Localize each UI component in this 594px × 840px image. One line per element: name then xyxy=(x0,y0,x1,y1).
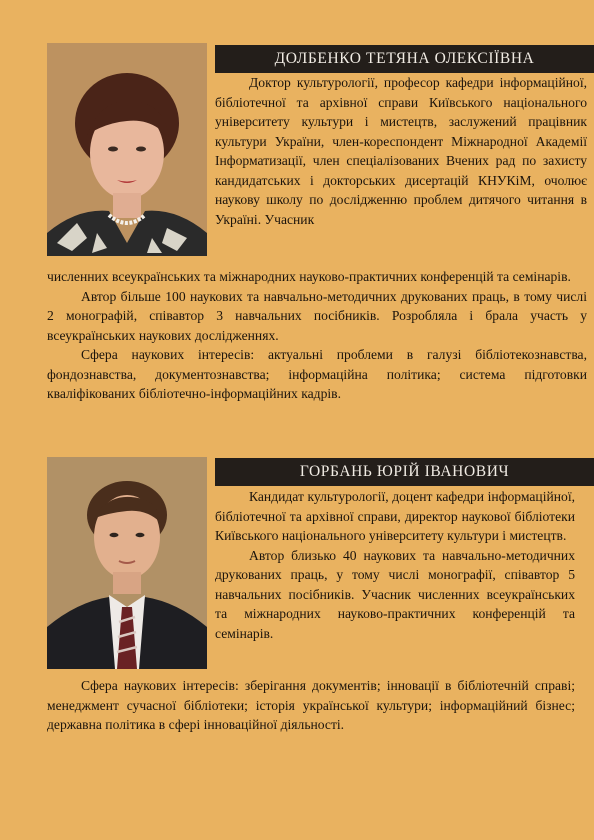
bio-beside-photo-gorban xyxy=(215,487,575,643)
interests-dolbenko: Сфера наукових інтересів: актуальні проблеми в галузі бібліотекознавства, фондознавства, документознавства; інформаційна політика; система підготовки кваліфікованих бібліотечно-інформаційних кадрів. xyxy=(47,347,587,401)
person-name-dolbenko: ДОЛБЕНКО ТЕТЯНА ОЛЕКСІЇВНА xyxy=(274,50,535,67)
name-bar-gorban xyxy=(215,458,594,486)
portrait-photo-dolbenko xyxy=(47,43,207,256)
portrait-photo-gorban xyxy=(47,457,207,669)
publications-dolbenko: Автор більше 100 наукових та навчально-методичних друкованих праць, в тому числі 2 монографій, співавтор 3 навчальних посібників. Розробляла і брала участь у всеукраїнських наукових дослідженнях. xyxy=(47,288,587,343)
bio-text-dolbenko: Доктор культурології, професор кафедри інформаційної, бібліотечної та архівної справи Київського національного університету культури і мистецтв, заслужений працівник культури України, член-кореспондент Міжнародної Академії Інформатизації, член спеціалізованих Вчених рад по захисту кандидатських і докторських дисертацій КНУКіМ, очолює наукову школу по дослідженню проблем дитячого читання в Україні. Учасник xyxy=(215,75,587,227)
name-bar-dolbenko xyxy=(215,45,594,73)
person-name-gorban: ГОРБАНЬ ЮРІЙ ІВАНОВИЧ xyxy=(299,463,510,480)
publications-gorban: Автор близько 40 наукових та навчально-методичних друкованих праць, у тому числі монографії, співавтор 5 навчальних посібників. Учасник численних всеукраїнських та міжнародних науково-практичних конференцій та семінарів. xyxy=(215,547,575,641)
bio-continued-dolbenko: численних всеукраїнських та міжнародних науково-практичних конференцій та семінарів. xyxy=(47,269,571,284)
portrait-gorban-image xyxy=(47,457,207,669)
interests-gorban: Сфера наукових інтересів: зберігання документів; інновації в бібліотечній справі; менеджмент сучасної бібліотеки; історія української культури; інформаційний бізнес; державна політика в сфері інноваційної діяльності. xyxy=(47,678,575,732)
portrait-dolbenko-image xyxy=(47,43,207,256)
bio-full-width-gorban xyxy=(47,676,575,735)
bio-text-gorban: Кандидат культурології, доцент кафедри інформаційної, бібліотечної та архівної справи, директор наукової бібліотеки Київського національного університету культури і мистецтв. xyxy=(215,489,575,543)
bio-beside-photo-dolbenko xyxy=(215,73,587,229)
bio-full-width-dolbenko xyxy=(47,267,587,404)
